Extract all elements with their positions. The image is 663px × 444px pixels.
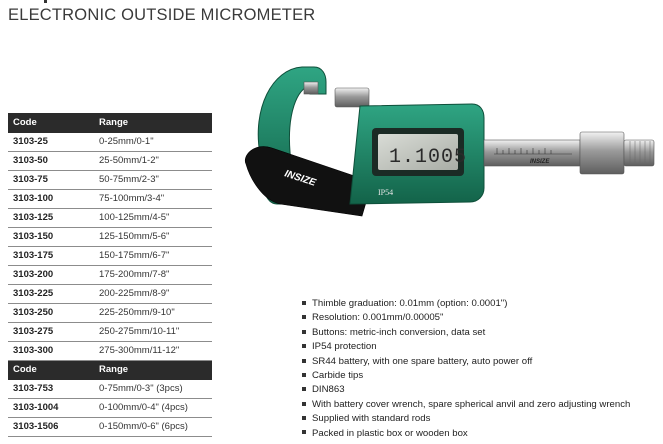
cell-code: 3103-250 [8, 303, 94, 322]
cell-code: 3103-25 [8, 132, 94, 151]
spec-table [8, 113, 212, 437]
feature-item [300, 355, 630, 369]
table-row [8, 132, 212, 151]
table-row [8, 398, 212, 417]
brand-logo: INSIZE [283, 168, 318, 189]
feature-item [300, 398, 630, 412]
cell-code: 3103-753 [8, 379, 94, 398]
feature-text: Thimble graduation: 0.01mm (option: 0.0001") [312, 298, 508, 309]
cell-range: 25-50mm/1-2" [94, 151, 212, 170]
bullet-icon [302, 330, 306, 334]
table-row [8, 170, 212, 189]
lcd-reading: 1.1005 [389, 146, 468, 169]
feature-text: Buttons: metric-inch conversion, data set [312, 326, 486, 338]
bullet-icon [302, 344, 306, 348]
cell-code: 3103-75 [8, 170, 94, 189]
title-mark [44, 0, 47, 3]
anvil-shape [304, 82, 318, 94]
header-code-2: Code [8, 360, 94, 379]
table-row [8, 284, 212, 303]
feature-list [300, 297, 630, 441]
cell-code: 3103-100 [8, 189, 94, 208]
table-row [8, 265, 212, 284]
spindle-shape [335, 88, 369, 107]
cell-code: 3103-1506 [8, 417, 94, 436]
table-row [8, 151, 212, 170]
feature-item [300, 340, 630, 354]
cell-range: 125-150mm/5-6" [94, 227, 212, 246]
feature-item [300, 427, 630, 441]
cell-range: 250-275mm/10-11" [94, 322, 212, 341]
feature-text: DIN863 [312, 384, 345, 396]
feature-item [300, 369, 630, 383]
bullet-icon [302, 301, 306, 305]
cell-range: 225-250mm/9-10" [94, 303, 212, 322]
cell-range: 175-200mm/7-8" [94, 265, 212, 284]
table-row [8, 208, 212, 227]
cell-code: 3103-200 [8, 265, 94, 284]
feature-item [300, 311, 630, 325]
cell-code: 3103-150 [8, 227, 94, 246]
table-row [8, 322, 212, 341]
feature-text: SR44 battery, with one spare battery, auto power off [312, 355, 533, 367]
cell-range: 0-75mm/0-3" (3pcs) [94, 379, 212, 398]
feature-text: With battery cover wrench, spare spherical anvil and zero adjusting wrench [312, 398, 631, 410]
micrometer-image [232, 64, 660, 244]
cell-code: 3103-1004 [8, 398, 94, 417]
feature-text: Resolution: 0.001mm/0.00005" [312, 312, 444, 324]
cell-code: 3103-275 [8, 322, 94, 341]
bullet-icon [302, 387, 306, 391]
cell-range: 50-75mm/2-3" [94, 170, 212, 189]
cell-code: 3103-175 [8, 246, 94, 265]
bullet-icon [302, 430, 306, 434]
cell-code: 3103-225 [8, 284, 94, 303]
table-row [8, 341, 212, 360]
table-row [8, 303, 212, 322]
table-row [8, 189, 212, 208]
sleeve-brand: INSIZE [530, 159, 550, 165]
page-title: ELECTRONIC OUTSIDE MICROMETER [8, 6, 316, 24]
cell-code: 3103-50 [8, 151, 94, 170]
bullet-icon [302, 373, 306, 377]
feature-item [300, 326, 630, 340]
cell-range: 275-300mm/11-12" [94, 341, 212, 360]
cell-code: 3103-300 [8, 341, 94, 360]
cell-code: 3103-125 [8, 208, 94, 227]
feature-text: Packed in plastic box or wooden box [312, 427, 468, 439]
table-header-2 [8, 360, 212, 379]
cell-range: 0-100mm/0-4" (4pcs) [94, 398, 212, 417]
cell-range: 0-150mm/0-6" (6pcs) [94, 417, 212, 436]
thimble-shape [580, 132, 624, 174]
cell-range: 0-25mm/0-1" [94, 132, 212, 151]
feature-text: IP54 protection [312, 341, 377, 353]
bullet-icon [302, 416, 306, 420]
bullet-icon [302, 359, 306, 363]
bullet-icon [302, 402, 306, 406]
header-range-2: Range [94, 360, 212, 379]
table-row [8, 417, 212, 436]
bullet-icon [302, 315, 306, 319]
table-row [8, 227, 212, 246]
cell-range: 75-100mm/3-4" [94, 189, 212, 208]
table-header [8, 113, 212, 132]
cell-range: 200-225mm/8-9" [94, 284, 212, 303]
feature-item [300, 383, 630, 397]
feature-item [300, 412, 630, 426]
header-code: Code [8, 113, 94, 132]
table-row [8, 379, 212, 398]
table-row [8, 246, 212, 265]
cell-range: 150-175mm/6-7" [94, 246, 212, 265]
header-range: Range [94, 113, 212, 132]
feature-item [300, 297, 630, 311]
ratchet-shape [624, 140, 654, 166]
ip-label: IP54 [378, 188, 394, 197]
feature-text: Supplied with standard rods [312, 413, 431, 425]
feature-text: Carbide tips [312, 369, 364, 381]
cell-range: 100-125mm/4-5" [94, 208, 212, 227]
